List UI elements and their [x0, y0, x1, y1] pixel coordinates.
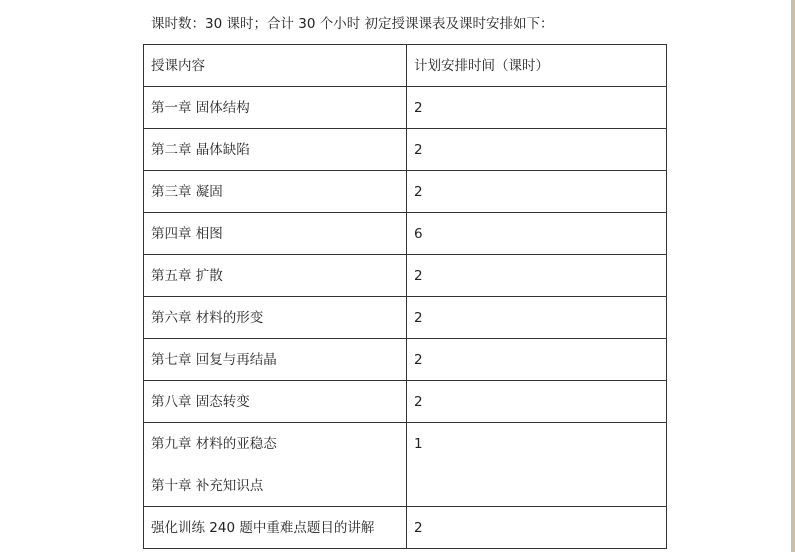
hours-cell-merged	[407, 423, 667, 507]
hours-cell: 2	[407, 297, 667, 339]
content-cell: 强化训练 240 题中重难点题目的讲解	[144, 507, 407, 549]
table-row	[144, 381, 667, 423]
hours-cell: 2	[407, 381, 667, 423]
table-row	[144, 171, 667, 213]
header-cell-hours: 计划安排时间（课时）	[407, 45, 667, 87]
hours-cell: 2	[407, 339, 667, 381]
content-line-chapter-10: 第十章 补充知识点	[151, 478, 264, 494]
content-cell: 第二章 晶体缺陷	[144, 129, 407, 171]
table-row-merged	[144, 423, 667, 507]
intro-paragraph: 课时数：30 课时；合计 30 个小时 初定授课课表及课时安排如下：	[151, 16, 554, 32]
content-cell: 第七章 回复与再结晶	[144, 339, 407, 381]
table-row	[144, 297, 667, 339]
content-cell: 第八章 固态转变	[144, 381, 407, 423]
course-schedule-table	[143, 44, 667, 549]
table-row	[144, 507, 667, 549]
table-row	[144, 129, 667, 171]
table-row	[144, 213, 667, 255]
content-cell-merged	[144, 423, 407, 507]
table-header-row	[144, 45, 667, 87]
header-cell-content: 授课内容	[144, 45, 407, 87]
content-line-chapter-9: 第九章 材料的亚稳态	[151, 436, 277, 452]
content-cell: 第一章 固体结构	[144, 87, 407, 129]
hours-cell: 2	[407, 171, 667, 213]
content-cell: 第四章 相图	[144, 213, 407, 255]
table-row	[144, 255, 667, 297]
content-cell: 第五章 扩散	[144, 255, 407, 297]
hours-cell: 2	[407, 87, 667, 129]
hours-cell: 2	[407, 129, 667, 171]
hours-value: 1	[414, 436, 423, 452]
hours-cell: 2	[407, 255, 667, 297]
content-cell: 第三章 凝固	[144, 171, 407, 213]
hours-cell: 2	[407, 507, 667, 549]
hours-cell: 6	[407, 213, 667, 255]
table-row	[144, 339, 667, 381]
content-cell: 第六章 材料的形变	[144, 297, 407, 339]
page-edge-shadow	[791, 0, 795, 552]
table-row	[144, 87, 667, 129]
